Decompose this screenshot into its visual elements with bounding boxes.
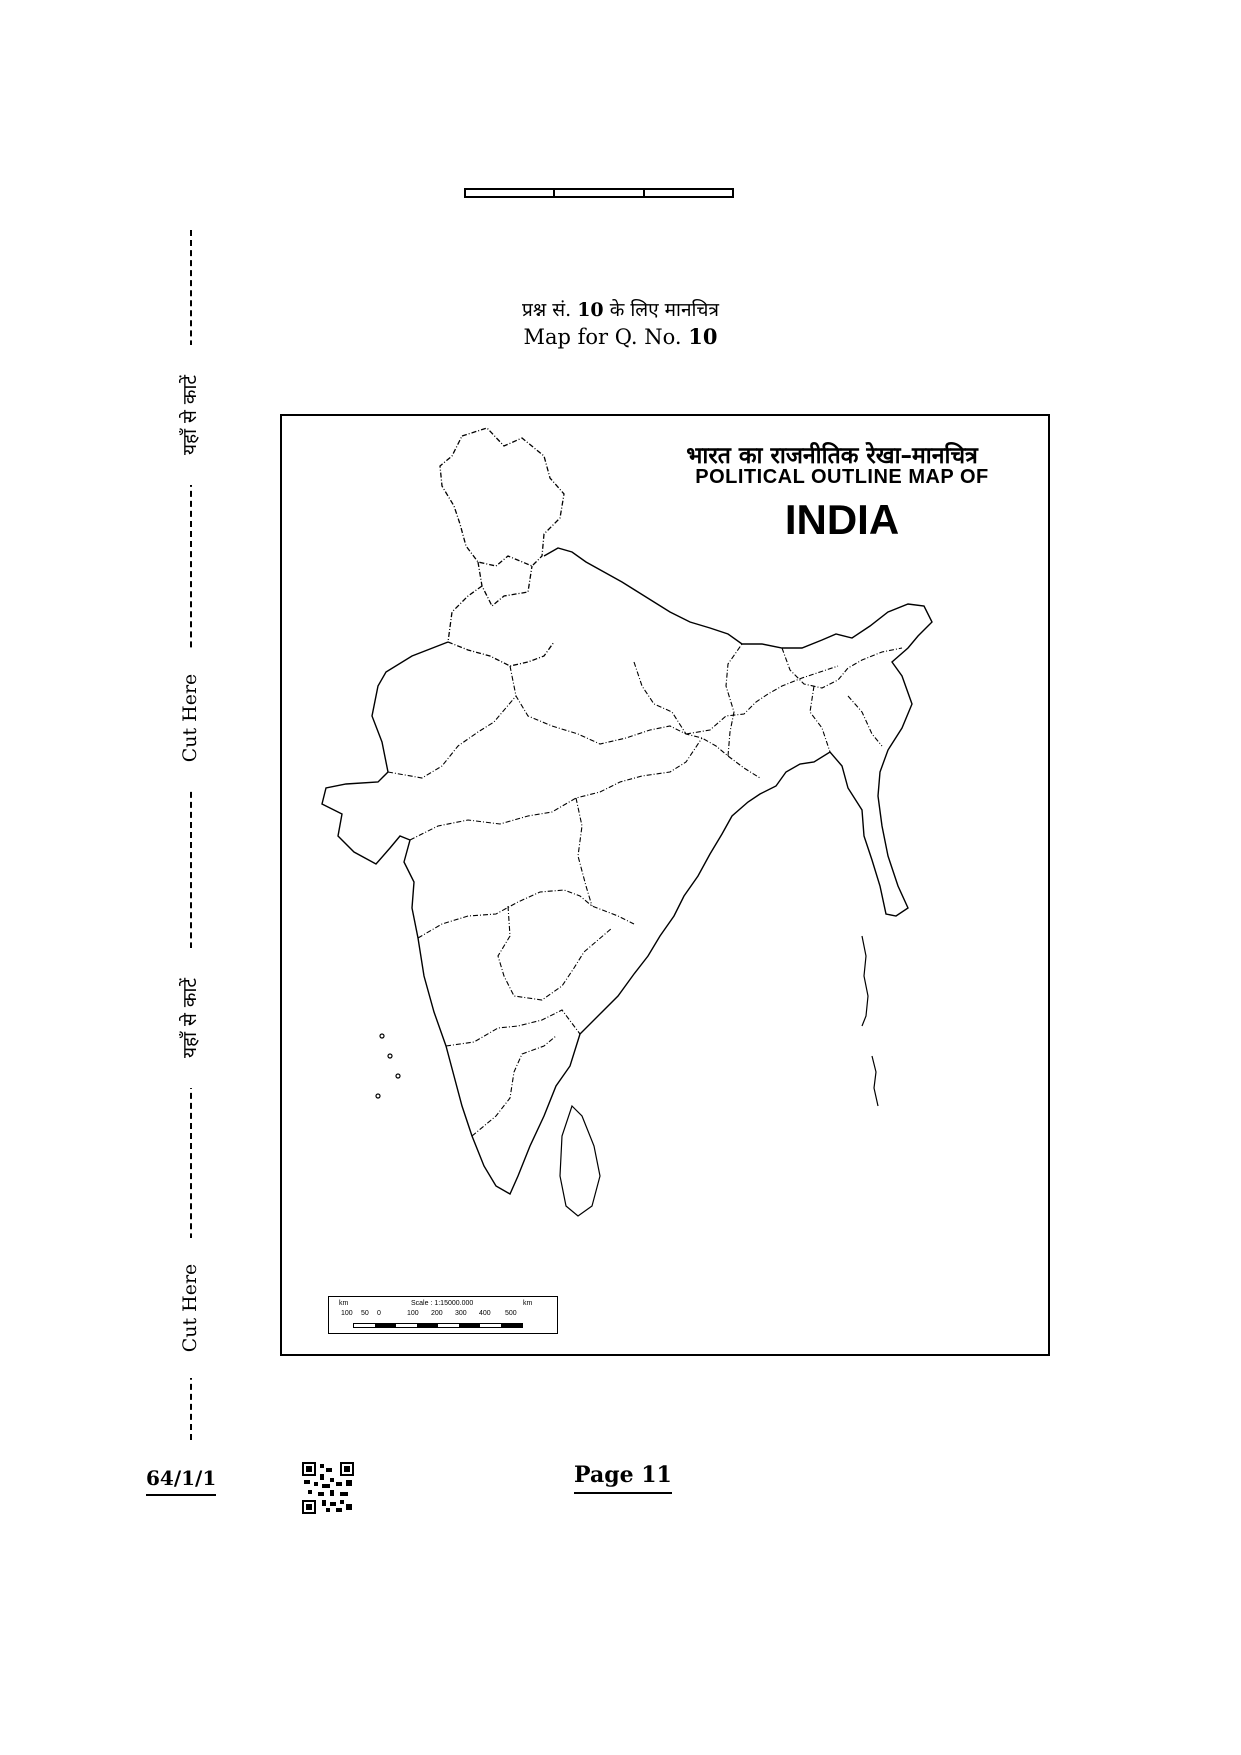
scale-tick: 400 [479,1310,491,1317]
scale-bar-graphic [353,1323,523,1328]
andaman-islands [862,936,868,1026]
state-boundary [576,798,592,906]
cut-here-label: Cut Here [177,1238,203,1378]
india-outline-map [282,416,1048,1354]
state-boundary [472,1036,556,1136]
scale-tick: 100 [341,1310,353,1317]
state-boundary [448,586,554,666]
scale-tick: 100 [407,1310,419,1317]
scale-tick: 50 [361,1310,369,1317]
state-boundary [410,738,702,840]
state-boundary [848,696,882,746]
scale-tick: 500 [505,1310,517,1317]
roll-number-box [464,188,734,198]
nicobar-islands [872,1056,878,1106]
scale-tick: 300 [455,1310,467,1317]
lakshadweep-island [388,1054,392,1058]
state-boundary [388,696,516,778]
hindi-question-number: 10 [577,299,604,321]
state-boundary [634,662,686,734]
lakshadweep-island [376,1094,380,1098]
scale-unit-left: km [339,1300,349,1307]
roll-box-cell [645,190,732,196]
state-boundary [686,666,838,734]
page-number: Page 11 [574,1462,672,1494]
scale-caption: Scale : 1:15000.000 [411,1300,474,1307]
qr-code-icon [302,1462,354,1514]
state-boundary [726,644,742,756]
lakshadweep-island [396,1074,400,1078]
map-title-hindi: भारत का राजनीतिक रेखा–मानचित्र [686,443,978,469]
cut-here-hindi-label: यहाँ से काटें [177,345,203,485]
hindi-prefix: प्रश्न सं. [521,299,572,321]
question-title-hindi [0,296,1241,322]
scale-unit-right: km [523,1300,533,1307]
sri-lanka-outline [560,1106,600,1216]
english-prefix: Map for Q. No. [523,325,682,349]
map-frame [280,414,1050,1356]
roll-box-cell [555,190,644,196]
map-title-english: POLITICAL OUTLINE MAP OF [695,466,989,488]
india-mainland-outline [322,548,932,1194]
map-title-country: INDIA [784,496,900,543]
state-boundary [446,1010,580,1046]
cut-here-hindi-label: यहाँ से काटें [177,948,203,1088]
hindi-suffix: के लिए मानचित्र [609,299,719,321]
state-boundary [782,648,902,688]
scale-tick: 0 [377,1310,381,1317]
state-boundary [418,890,634,938]
scale-bar [328,1296,558,1334]
cut-here-label: Cut Here [177,648,203,788]
scale-tick: 200 [431,1310,443,1317]
north-boundary [440,428,564,566]
state-boundary [498,906,612,1000]
state-boundary [810,686,830,752]
paper-code: 64/1/1 [146,1466,216,1496]
state-boundary [510,666,760,778]
state-boundary [478,562,532,606]
lakshadweep-island [380,1034,384,1038]
roll-box-cell [466,190,555,196]
english-question-number: 10 [688,324,718,349]
